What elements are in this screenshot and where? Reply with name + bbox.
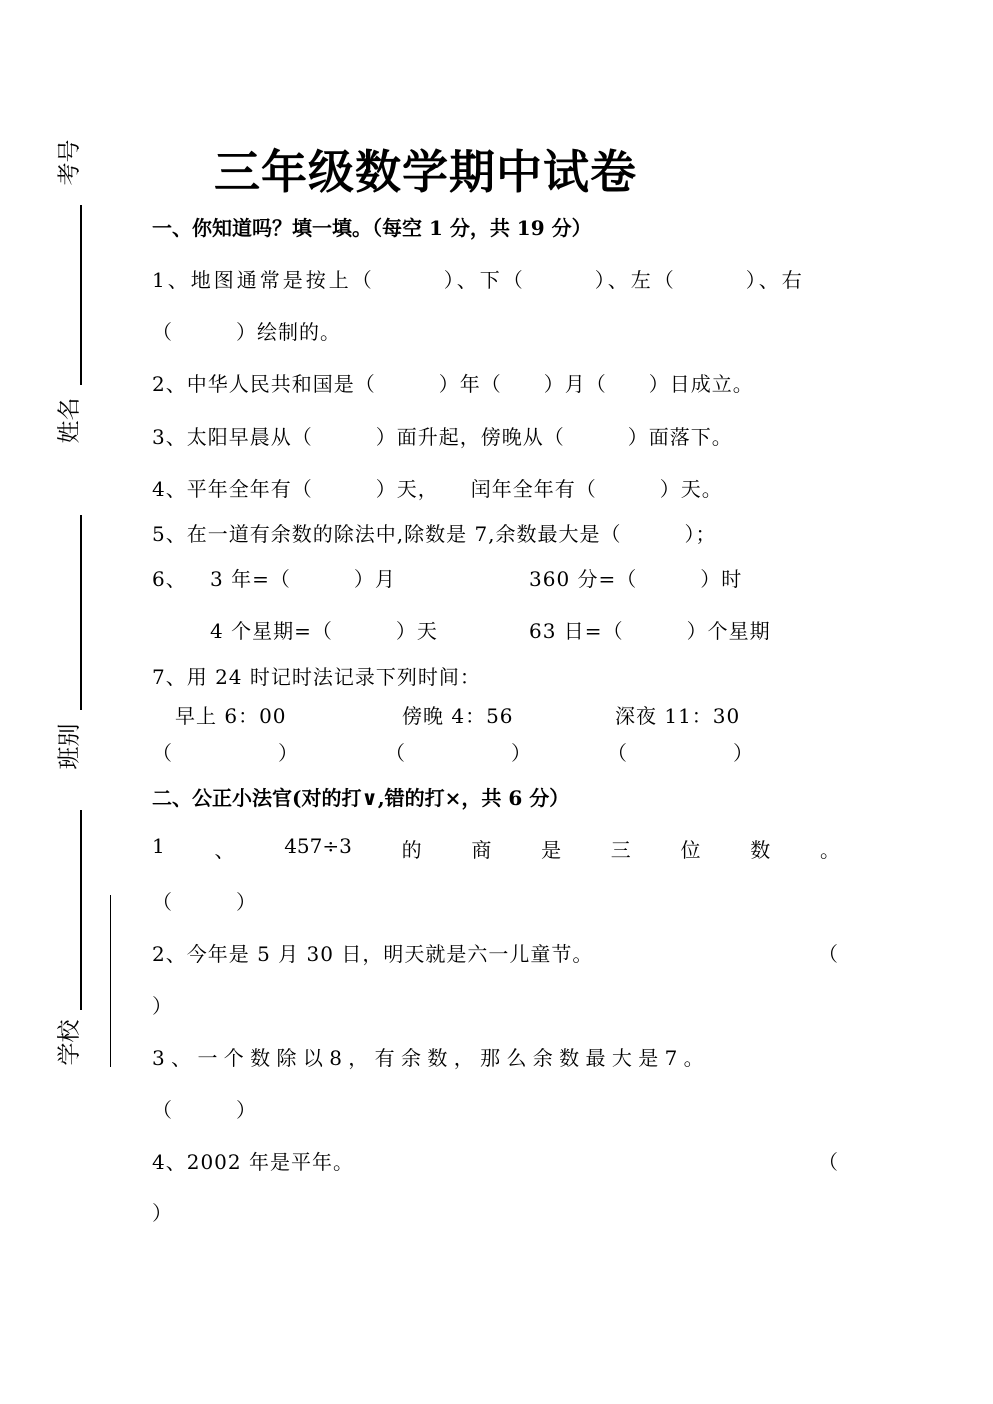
question-2-1-line-1: [152, 834, 840, 863]
section-2-heading: 二、公正小法官(对的打∨,错的打×，共 6 分）: [152, 786, 570, 810]
question-2-1-part: 三: [610, 838, 631, 862]
exam-number-label: 考号: [56, 139, 83, 186]
question-1-5: 5、在一道有余数的除法中,除数是 7,余数最大是（ ）；: [152, 522, 717, 546]
page-title: 三年级数学期中试卷: [214, 145, 637, 199]
question-2-4-close-paren: ）: [152, 1201, 173, 1225]
question-2-4: 4、2002 年是平年。: [152, 1150, 354, 1174]
exam-number-line: [80, 205, 82, 385]
question-1-7-time-3: 深夜 11：30: [615, 704, 741, 728]
question-2-1-part: 1: [152, 834, 165, 858]
question-1-7-answer-1: （ ）: [152, 741, 299, 765]
question-1-6-label: 6、: [152, 567, 187, 591]
question-2-2-open-paren: （: [818, 942, 839, 966]
student-name-label: 姓名: [56, 397, 83, 444]
question-1-7-answer-2: （ ）: [385, 741, 532, 765]
binding-margin-line: [110, 895, 111, 1067]
question-2-4-open-paren: （: [818, 1150, 839, 1174]
question-1-6-d: 63 日=（ ）个星期: [529, 619, 771, 643]
class-label: 班别: [56, 723, 83, 770]
question-1-7: 7、用 24 时记时法记录下列时间：: [152, 665, 481, 689]
section-1-heading: 一、你知道吗？填一填。（每空 1 分，共 19 分）: [152, 216, 592, 240]
question-2-1-part: 商: [471, 838, 492, 862]
question-1-6-b: 360 分=（ ）时: [529, 567, 743, 591]
question-1-7-time-1: 早上 6：00: [175, 704, 287, 728]
question-2-1-part: 。: [820, 838, 840, 862]
question-2-1-part: 是: [541, 838, 562, 862]
question-1-6-a: 3 年=（ ）月: [210, 567, 396, 591]
question-2-1-part: 位: [680, 838, 701, 862]
question-2-2-close-paren: ）: [152, 994, 173, 1018]
school-label: 学校: [56, 1019, 83, 1066]
question-2-1-part: 457÷3: [284, 834, 352, 858]
question-2-1-part: 数: [750, 838, 771, 862]
question-1-3: 3、太阳早晨从（ ）面升起，傍晚从（ ）面落下。: [152, 425, 733, 449]
question-2-2: 2、今年是 5 月 30 日，明天就是六一儿童节。: [152, 942, 594, 966]
question-2-1-part: 的: [401, 838, 422, 862]
question-1-1-line-1: 1、地图通常是按上（ ）、下（ ）、左（ ）、右: [152, 268, 805, 292]
question-1-1-line-2: （ ）绘制的。: [152, 320, 341, 344]
question-2-3-line-2: （ ）: [152, 1098, 257, 1122]
student-name-line: [80, 515, 82, 710]
question-2-3: 3 、 一 个 数 除 以 8 ， 有 余 数 ， 那 么 余 数 最 大 是 7 。: [152, 1046, 704, 1070]
question-1-7-answer-3: （ ）: [607, 741, 754, 765]
question-1-7-time-2: 傍晚 4：56: [402, 704, 514, 728]
question-1-6-c: 4 个星期=（ ）天: [210, 619, 438, 643]
class-line: [80, 810, 82, 1010]
question-2-1-part: 、: [214, 838, 235, 862]
question-1-4: 4、平年全年有（ ）天， 闰年全年有（ ）天。: [152, 477, 723, 501]
question-1-2: 2、中华人民共和国是（ ）年（ ）月（ ）日成立。: [152, 372, 754, 396]
question-2-1-line-2: （ ）: [152, 890, 257, 914]
